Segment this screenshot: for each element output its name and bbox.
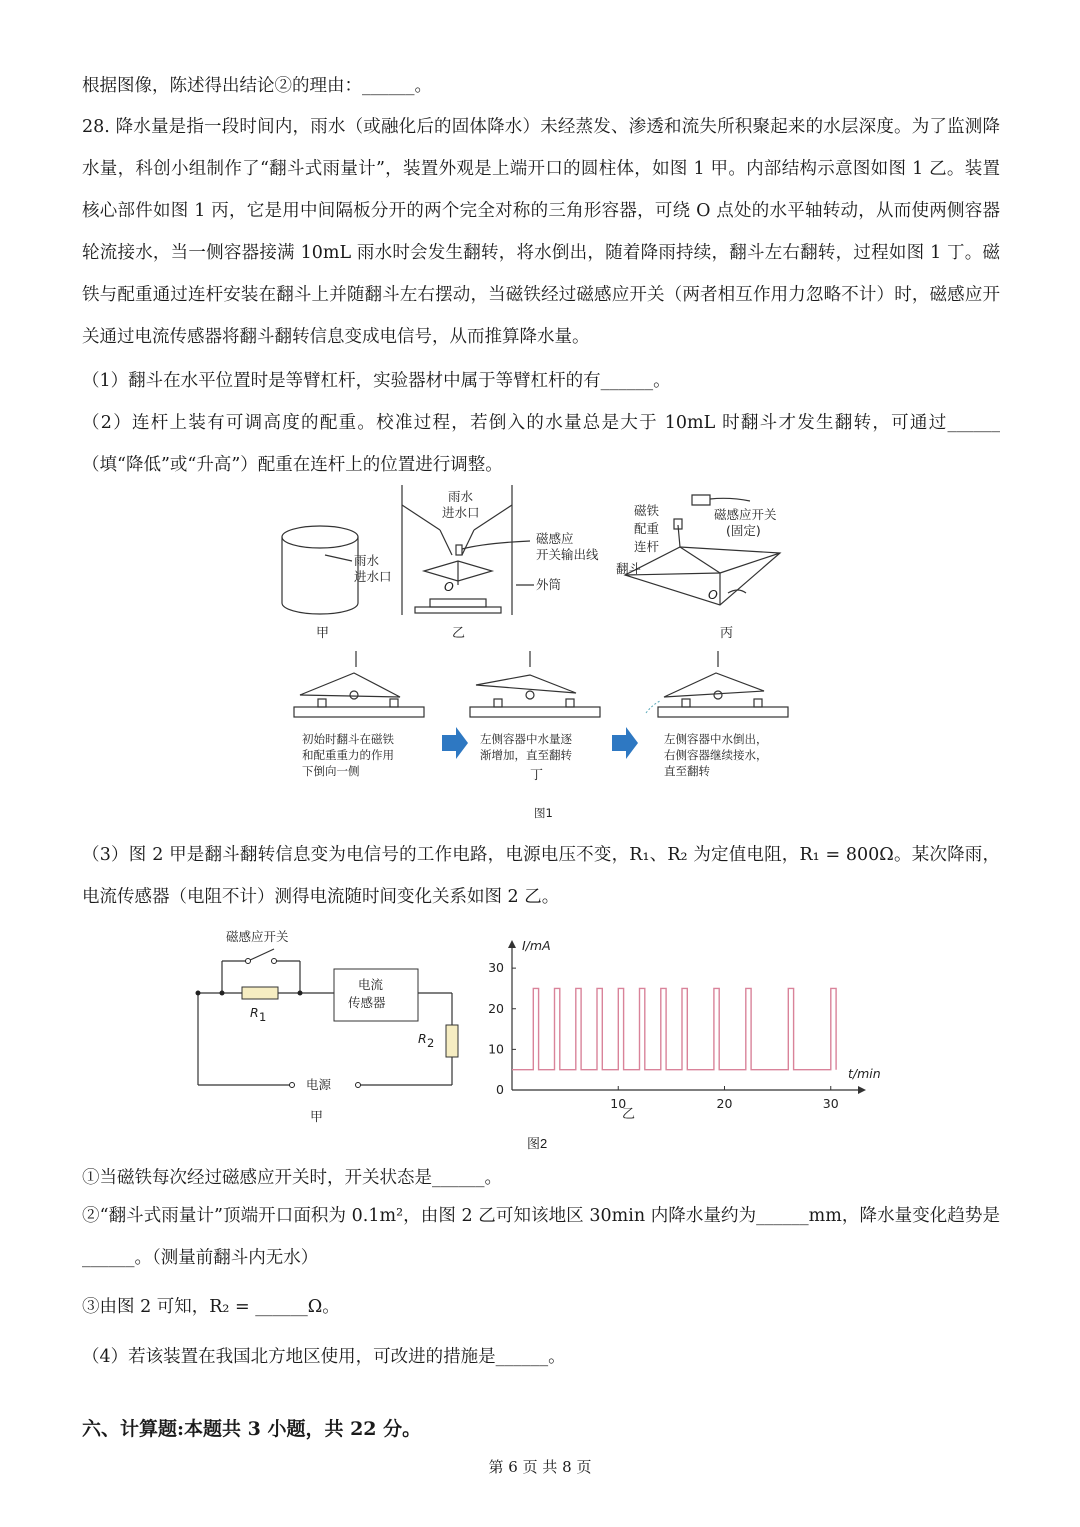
page-footer: 第 6 页 共 8 页 — [488, 1458, 592, 1476]
fig1-bing-rod: 连杆 — [634, 539, 660, 554]
fig2-title: 图2 — [527, 1136, 548, 1151]
fig1-ding-text-1a: 初始时翻斗在磁铁 — [302, 732, 394, 746]
fig1-jia-label-1: 雨水 — [354, 553, 380, 568]
resistor-r1 — [242, 987, 278, 999]
fig1-ding-text-2a: 左侧容器中水量逐 — [480, 732, 572, 746]
fig2-caption-yi: 乙 — [622, 1107, 636, 1122]
figure-2-chart — [482, 932, 902, 1132]
fig1-ding-step-2 — [470, 651, 600, 717]
fig2-caption-jia: 甲 — [310, 1110, 324, 1125]
power-terminal — [290, 1083, 295, 1088]
question-28-part-2: （2）连杆上装有可调高度的配重。校准过程，若倒入的水量总是大于 10mL 时翻斗才发生翻转，可通过______（填“降低”或“升高”）配重在连杆上的位置进行调整。 — [82, 413, 1000, 475]
fig1-bing-switch-2: (固定) — [726, 523, 761, 538]
chart-ytick-label: 10 — [488, 1041, 504, 1057]
fig1-yi-sensor-1: 磁感应 — [536, 531, 574, 546]
question-28-part-3: （3）图 2 甲是翻斗翻转信息变为电信号的工作电路，电源电压不变，R₁、R₂ 为定值电阻，R₁ = 800Ω。某次降雨，电流传感器（电阻不计）测得电流随时间变化关系如图 2 乙。 — [82, 845, 1000, 907]
chart-xlabel: t/min — [848, 1066, 881, 1081]
r1-subscript: 1 — [259, 1010, 267, 1024]
chart-ytick-label: 20 — [488, 1000, 504, 1016]
question-28-part-1: （1）翻斗在水平位置时是等臂杠杆，实验器材中属于等臂杠杆的有______。 — [82, 371, 671, 391]
question-28-sub-3: ③由图 2 可知，R₂ = ______Ω。 — [82, 1297, 340, 1317]
question-28-stem: 28. 降水量是指一段时间内，雨水（或融化后的固体降水）未经蒸发、渗透和流失所积聚起来的水层深度。为了监测降水量，科创小组制作了“翻斗式雨量计”，装置外观是上端开口的圆柱体，如图 1 甲。内部结构示意图如图 1 乙。装置核心部件如图 1 丙，它是用中间隔板分开的两个完全对称的三角形容器，可绕 O 点处的水平轴转动，从而使两侧容器轮流接水，当一侧容器接满 10mL 雨水时会发生翻转，将水倒出，随着降雨持续，翻斗左右翻转，过程如图 1 丁。磁铁与配重通过连杆安装在翻斗上并随翻斗左右摆动，当磁铁经过磁感应开关（两者相互作用力忽略不计）时，磁感应开关通过电流传感器将翻斗翻转信息变成电信号，从而推算降水量。 — [82, 117, 1000, 347]
question-28-sub-2: ②“翻斗式雨量计”顶端开口面积为 0.1m²，由图 2 乙可知该地区 30min 内降水量约为______mm，降水量变化趋势是______。（测量前翻斗内无水） — [82, 1206, 1000, 1268]
fig1-caption-jia: 甲 — [316, 626, 330, 641]
fig1-jia-label-2: 进水口 — [354, 569, 392, 584]
chart-ytick-label: 0 — [496, 1082, 504, 1097]
fig1-bing-O: O — [708, 587, 718, 602]
text-line-0: 根据图像，陈述得出结论②的理由：______。 — [82, 76, 432, 96]
fig1-yi-inlet-1: 雨水 — [448, 489, 474, 504]
junction-dot — [298, 991, 303, 996]
fig1-caption-yi: 乙 — [452, 626, 466, 641]
fig1-bing-bucket-label: 翻斗 — [616, 561, 642, 576]
question-28-part-4: （4）若该装置在我国北方地区使用，可改进的措施是______。 — [82, 1347, 566, 1367]
switch-contact — [272, 959, 277, 964]
fig1-ding-text-1b: 和配重重力的作用 — [302, 748, 394, 762]
fig1-caption-ding: 丁 — [530, 768, 544, 783]
fig1-yi-inlet-2: 进水口 — [442, 505, 480, 520]
section-title: 六、计算题:本题共 3 小题，共 22 分。 — [82, 1418, 422, 1440]
fig1-ding-step-1 — [294, 651, 424, 717]
figure-1 — [280, 485, 800, 825]
chart-xtick-label: 30 — [822, 1096, 839, 1111]
chart-ticks — [488, 960, 839, 1111]
fig1-ding-text-2b: 渐增加，直至翻转 — [480, 748, 572, 762]
question-28-sub-1: ①当磁铁每次经过磁感应开关时，开关状态是______。 — [82, 1168, 502, 1188]
fig1-ding-text-3a: 左侧容器中水倒出， — [664, 732, 768, 746]
fig1-jia-cylinder — [282, 526, 358, 614]
r2-subscript: 2 — [427, 1036, 435, 1050]
chart-xtick-label: 10 — [610, 1096, 627, 1111]
fig1-arrow-1 — [442, 727, 468, 759]
chart-xtick-label: 20 — [716, 1096, 733, 1111]
fig1-title: 图1 — [534, 806, 553, 820]
power-source-label: 电源 — [306, 1077, 332, 1092]
fig1-caption-bing: 丙 — [720, 626, 734, 641]
sensor-label-1: 电流 — [358, 977, 384, 992]
sensor-label-2: 传感器 — [348, 995, 386, 1010]
r2-label: R — [418, 1031, 427, 1046]
fig1-ding-text-3b: 右侧容器继续接水， — [664, 748, 768, 762]
fig1-ding-step-3 — [646, 651, 788, 717]
fig1-arrow-2 — [612, 727, 638, 759]
r1-label: R — [250, 1005, 259, 1020]
junction-dot — [220, 991, 225, 996]
fig1-bing-magnet: 磁铁 — [634, 503, 660, 518]
fig1-bing-weight: 配重 — [634, 521, 660, 536]
switch-contact — [246, 959, 251, 964]
fig1-bing-switch-1: 磁感应开关 — [714, 507, 777, 522]
chart-ytick-label: 30 — [488, 960, 504, 976]
figure-2-circuit — [190, 925, 470, 1135]
chart-y-arrow — [508, 940, 516, 948]
resistor-r2 — [446, 1025, 458, 1057]
fig1-ding-text-1c: 下倒向一侧 — [302, 764, 360, 778]
fig1-ding-text-3c: 直至翻转 — [664, 764, 710, 778]
fig1-yi-outer: 外筒 — [536, 577, 562, 592]
chart-x-arrow — [858, 1086, 866, 1094]
fig1-yi-sensor-2: 开关输出线 — [536, 547, 599, 562]
power-terminal — [356, 1083, 361, 1088]
junction-dot — [196, 991, 201, 996]
chart-ylabel: I/mA — [522, 938, 551, 953]
current-series-line — [512, 988, 836, 1069]
fig1-yi-O: O — [444, 579, 454, 594]
switch-label: 磁感应开关 — [226, 929, 289, 944]
